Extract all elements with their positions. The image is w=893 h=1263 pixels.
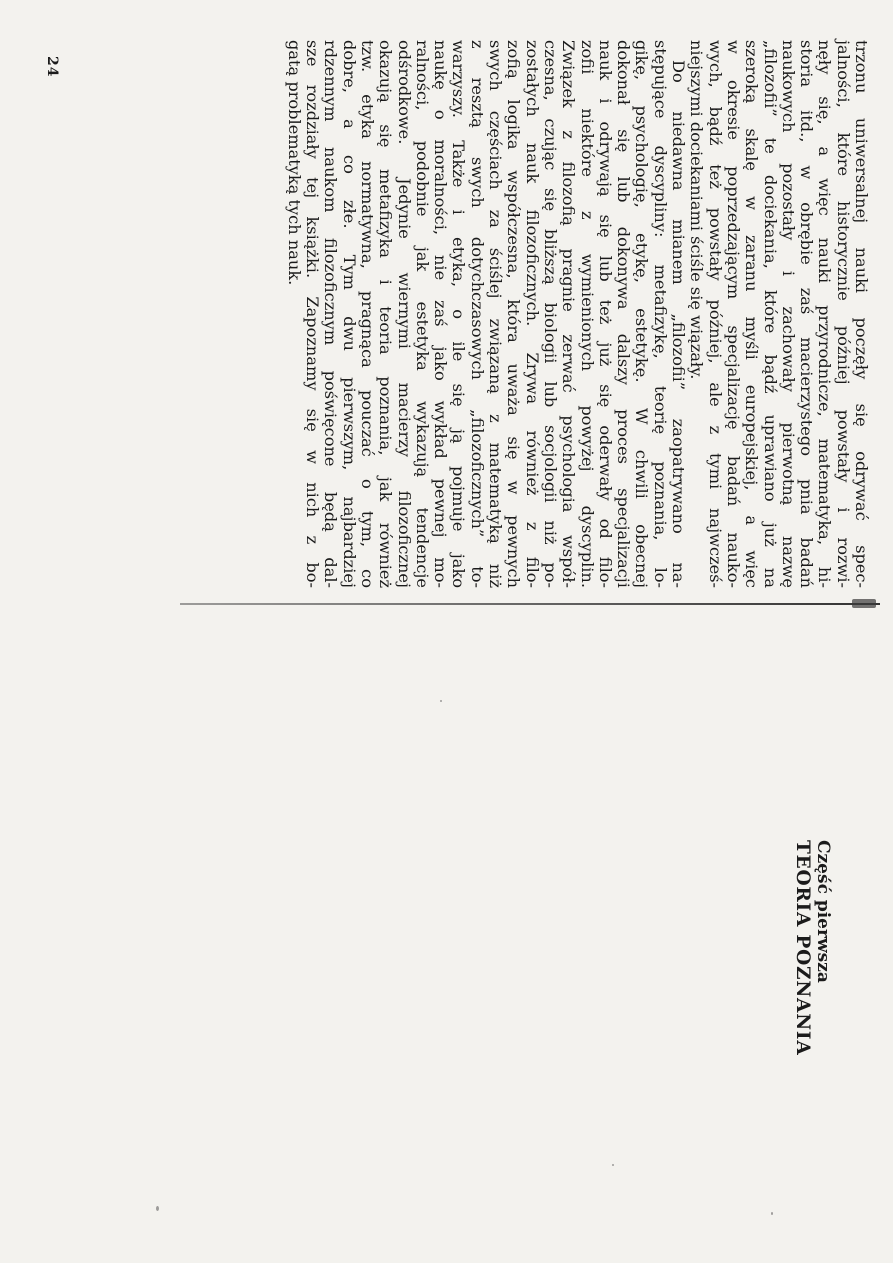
page-fold-shadow (852, 599, 876, 608)
text-line: Do niedawna mianem „filozofii” zaopatrywano na- (669, 60, 689, 588)
paragraph-2 (285, 40, 688, 588)
text-line: trzonu uniwersalnej nauki poczęły się odrywać spec- (852, 40, 871, 588)
text-line: stępujące dyscypliny: metafizykę, teorię poznania, lo- (650, 40, 670, 588)
page-number: 24 (44, 56, 60, 78)
text-line: ralności, podobnie jak estetyka wykazują tendencje (412, 40, 432, 588)
text-line: szeroką skalę w zaranu myśli europejskiej, a więc (742, 40, 762, 588)
text-line: czesna, czując się bliższą biologii lub socjologii niż po- (540, 40, 560, 588)
text-line: swych częściach za ściślej związaną z matematyką niż (486, 40, 506, 588)
text-line: w okresie poprzedzającym specjalizację badań nauko- (723, 40, 743, 588)
section-title: TEORIA POZNANIA (792, 840, 813, 1056)
dust-speck (612, 1164, 614, 1166)
text-line: z resztą swych dotychczasowych „filozoficznych” to- (467, 40, 487, 588)
page-fold-line (180, 603, 880, 605)
paragraph-1 (687, 40, 870, 588)
text-line: nęły się, a więc nauki przyrodnicze, matematyka, hi- (815, 40, 835, 588)
text-line: dokonał się lub dokonywa dalszy proces specjalizacji (614, 40, 634, 588)
text-line: zofią logika współczesna, która uważa się w pewnych (504, 40, 524, 588)
text-line: nauk i odrywają się lub też już się oderwały od filo- (595, 40, 615, 588)
text-line: Związek z filozofią pragnie zerwać psychologia współ- (559, 40, 579, 588)
body-text (285, 40, 871, 588)
dust-speck (156, 1206, 159, 1211)
text-line: wych, bądź też powstały później, ale z tymi najwcześ- (705, 40, 725, 588)
text-line: zofii niektóre z wymienionych powyżej dyscyplin. (577, 40, 597, 588)
section-subtitle: Część pierwsza (813, 840, 833, 983)
text-line: rdzennym naukom filozoficznym poświęcone będą dal- (321, 40, 341, 588)
text-line: niejszymi dociekaniami ściśle się wiązały. (687, 40, 707, 380)
text-line: okazują się metafizyka i teoria poznania, jak również (376, 40, 396, 588)
text-line: gatą problematyką tych nauk. (284, 40, 304, 286)
dust-speck (440, 700, 442, 702)
dust-speck (771, 1212, 773, 1215)
text-line: sze rozdziały tej książki. Zapoznamy się w nich z bo- (303, 40, 323, 588)
section-heading (791, 840, 833, 1056)
text-line: gikę, psychologię, etykę, estetykę. W chwili obecnej (632, 40, 652, 588)
text-line: dobre, a co złe. Tym dwu pierwszym, najbardziej (339, 40, 359, 588)
text-line: zostałych nauk filozoficznych. Zrywa również z filo- (522, 40, 542, 588)
text-line: warzyszy. Także i etyka, o ile się ją pojmuje jako (449, 40, 469, 588)
text-line: jalności, które historycznie później powstały i rozwi- (833, 40, 853, 588)
text-line: tzw. etyka normatywna, pragnąca pouczać o tym, co (357, 40, 377, 588)
text-line: naukowych pozostały i zachowały pierwotną nazwę (778, 40, 798, 588)
text-line: odśrodkowe. Jedynie wiernymi macierzy filozoficznej (394, 40, 414, 588)
text-line: storia itd., w obrębie zaś macierzystego pnia badań (797, 40, 817, 588)
text-line: „filozofii” te dociekania, które bądź uprawiano już na (760, 40, 780, 588)
text-line: naukę o moralności, nie zaś jako wykład pewnej mo- (431, 40, 451, 588)
